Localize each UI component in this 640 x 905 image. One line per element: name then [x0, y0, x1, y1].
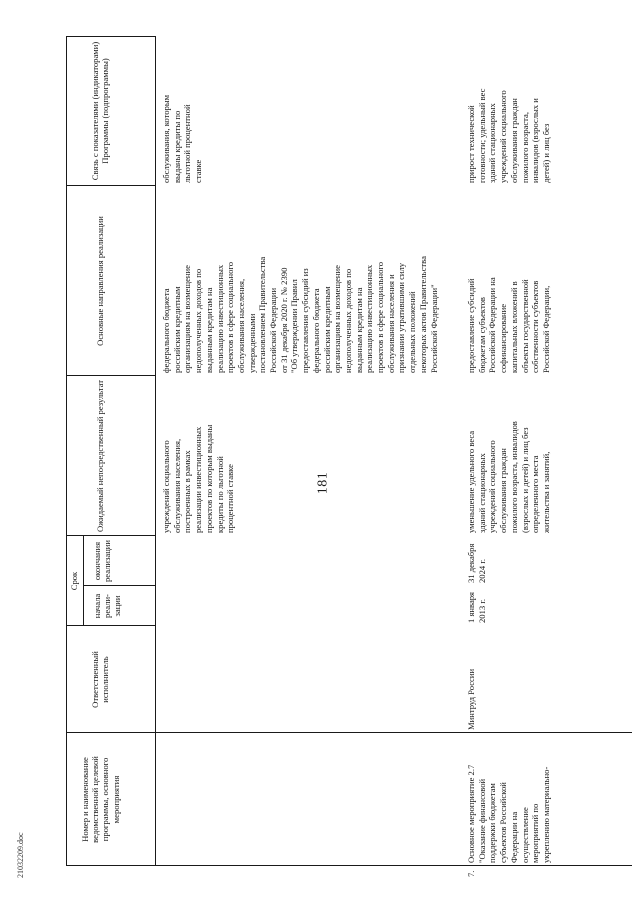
header-program-name: Номер и наименование ведомственной целевой программы, основного мероприятия — [80, 756, 121, 843]
rotated-table — [66, 36, 632, 877]
col-divider-6 — [66, 185, 155, 186]
header-expected-result: Ожидаемый непосредственный результат — [95, 380, 105, 532]
srok-divider — [83, 536, 84, 626]
row1-directions: федерального бюджета российским кредитным организациям на возмещение недополученных доходов по выданным кредитам на реализацию инвестиционных проектов в сфере социального обслуживания населения, утвержденными постановлением Правительства Российской Федерации от 31 декабря 2020 г. № 2390 "Об утверждении Правил предоставления субсидий из федерального бюджета российским кредитным организациям на возмещение недополученных доходов по выданным кредитам на реализацию инвестиционных проектов в сфере социального обслуживания населения и признании утратившими силу отдельных положений некоторых актов Правительства Российской Федерации" — [161, 256, 439, 373]
header-directions: Основные направления реализации — [95, 216, 105, 346]
row2-indicators-link: прирост технической готовности; удельный вес зданий стационарных учреждений социального обслуживания граждан пожилого возраста, инвалидов (взрослых и детей) и лиц без — [466, 88, 551, 183]
header-bottom-border — [155, 36, 156, 866]
header-indicators-link: Связь с показателями (индикаторами) Программы (подпрограммы) — [90, 41, 111, 181]
row2-directions: предоставление субсидий бюджетам субъектов Российской Федерации на софинансирование капитальных вложений в объекты государственной собственности субъектов Российской Федерации, — [466, 277, 551, 373]
row2-number: 7. — [466, 870, 476, 877]
row1-indicators-link: обслуживания, которым выданы кредиты по льготной процентной ставке — [161, 94, 204, 183]
page-number: 181 — [315, 471, 331, 495]
col-divider-5 — [66, 375, 155, 376]
table-border-right — [66, 36, 155, 37]
row2-start-date: 1 января 2013 г. — [466, 591, 487, 623]
header-executor: Ответственный исполнитель — [90, 651, 111, 708]
header-end: окончания реализации — [92, 540, 113, 582]
row2-executor: Минтруд России — [466, 668, 476, 730]
row2-end-date: 31 декабря 2024 г. — [466, 543, 487, 583]
row2-program-name: Основное мероприятие 2.7 "Оказание финансовой поддержки бюджетам субъектов Российской Федерации на осуществление мероприятий по укреплению материально- — [466, 764, 551, 863]
row1-expected-result: учреждений социального обслуживания населения, построенных в рамках реализации инвестиционных проектов по которым выданы кредиты по льготной процентной ставке — [161, 424, 236, 533]
header-start: начала реали-зации — [92, 593, 123, 619]
footer-filename: 21032209.doc — [16, 832, 25, 878]
header-srok: Срок — [69, 571, 79, 591]
table-border-top — [66, 36, 67, 866]
row2-expected-result: уменьшение удельного веса зданий стационарных учреждений социального обслуживания граждан пожилого возраста, инвалидов (взрослых и детей) и лиц без определенного места жительства и занятий, — [466, 421, 551, 533]
